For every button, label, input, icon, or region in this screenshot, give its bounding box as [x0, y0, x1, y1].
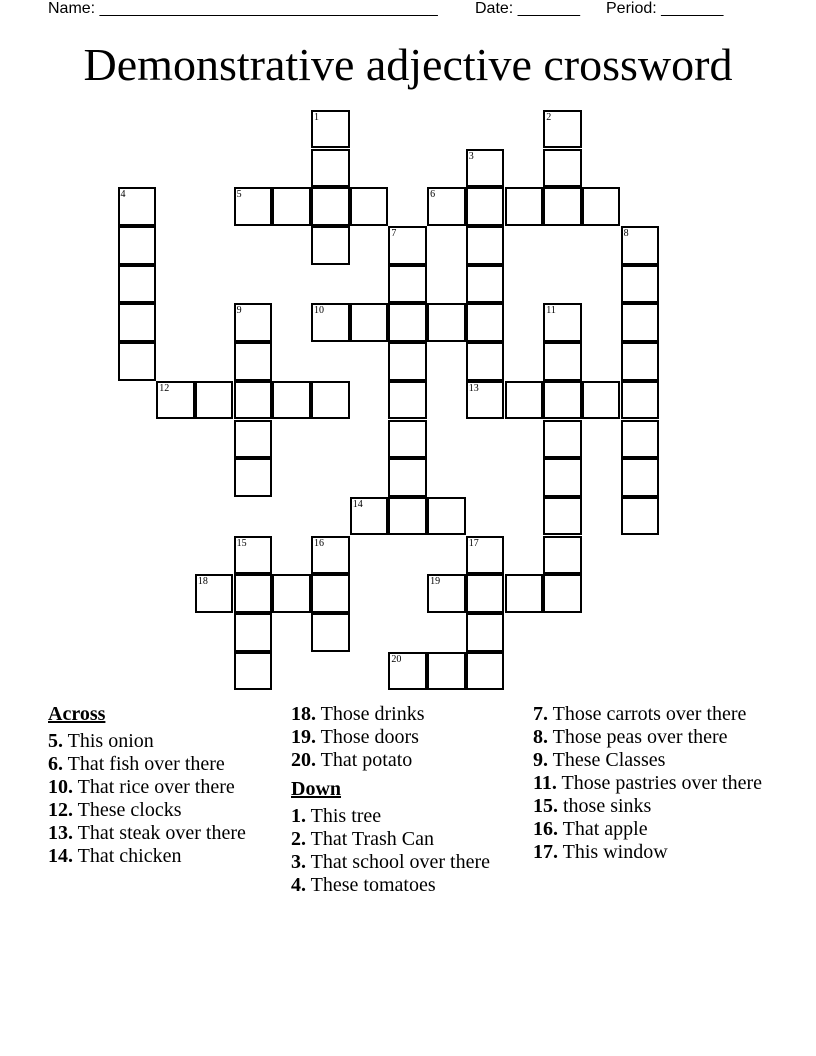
grid-cell[interactable] [118, 265, 157, 304]
grid-cell[interactable] [543, 149, 582, 188]
grid-cell[interactable] [543, 497, 582, 536]
grid-cell[interactable] [582, 187, 621, 226]
grid-cell[interactable] [466, 613, 505, 652]
grid-cell-2[interactable] [543, 110, 582, 149]
clue-item [533, 795, 763, 818]
grid-cell-12[interactable] [156, 381, 195, 420]
grid-cell[interactable] [621, 497, 660, 536]
grid-cell-1[interactable] [311, 110, 350, 149]
grid-cell-18[interactable] [195, 574, 234, 613]
grid-cell[interactable] [272, 574, 311, 613]
grid-cell[interactable] [234, 574, 273, 613]
grid-cell-5[interactable] [234, 187, 273, 226]
down-heading: Down [291, 778, 342, 800]
grid-cell[interactable] [543, 536, 582, 575]
across-clue-list-continued [291, 703, 521, 772]
clue-item [533, 703, 763, 726]
clue-text: those sinks [558, 795, 652, 817]
grid-cell[interactable] [272, 381, 311, 420]
grid-cell[interactable] [234, 458, 273, 497]
grid-cell[interactable] [388, 381, 427, 420]
clue-number-label: 12 [159, 382, 170, 394]
clue-item [291, 726, 521, 749]
grid-cell-14[interactable] [350, 497, 389, 536]
grid-cell[interactable] [234, 342, 273, 381]
clue-number: 13. [48, 822, 73, 844]
grid-cell[interactable] [466, 574, 505, 613]
clue-number: 10. [48, 776, 73, 798]
clue-number: 16. [533, 818, 558, 840]
clue-number: 14. [48, 845, 73, 867]
grid-cell[interactable] [505, 381, 544, 420]
clue-item [48, 730, 278, 753]
grid-cell-20[interactable] [388, 652, 427, 691]
clue-item [533, 818, 763, 841]
clue-number: 18. [291, 703, 316, 725]
clue-text: That potato [316, 749, 413, 771]
clue-number-label: 5 [236, 189, 242, 201]
grid-cell[interactable] [195, 381, 234, 420]
clue-item [291, 874, 521, 897]
clue-number: 3. [291, 851, 306, 873]
grid-cell[interactable] [388, 420, 427, 459]
grid-cell[interactable] [505, 574, 544, 613]
grid-cell[interactable] [388, 458, 427, 497]
clue-text: Those doors [316, 726, 419, 748]
clue-item [533, 726, 763, 749]
clue-text: This onion [63, 730, 154, 752]
grid-cell[interactable] [621, 420, 660, 459]
grid-cell[interactable] [543, 381, 582, 420]
across-heading: Across [48, 703, 106, 725]
clue-column-3 [533, 703, 763, 864]
clue-text: That steak over there [73, 822, 246, 844]
clue-number-label: 10 [314, 305, 324, 317]
clue-number: 6. [48, 753, 63, 775]
grid-cell[interactable] [543, 458, 582, 497]
period-field-label: Period: _______ [606, 0, 724, 17]
clue-number: 1. [291, 805, 306, 827]
grid-cell[interactable] [311, 381, 350, 420]
clue-text: These tomatoes [306, 874, 436, 896]
grid-cell[interactable] [311, 613, 350, 652]
down-clue-list-continued [533, 703, 763, 864]
clue-number-label: 7 [391, 228, 397, 239]
clue-text: This window [558, 841, 668, 863]
grid-cell[interactable] [118, 342, 157, 381]
name-field-label: Name: ______________________________________ [48, 0, 438, 17]
grid-cell-15[interactable] [234, 536, 273, 575]
clue-text: That chicken [73, 845, 182, 867]
clue-number-label: 17 [468, 537, 479, 549]
clue-item [48, 822, 278, 845]
clue-text: That Trash Can [306, 828, 434, 850]
clue-number: 4. [291, 874, 306, 896]
grid-cell-19[interactable] [427, 574, 466, 613]
grid-cell[interactable] [350, 303, 389, 342]
clue-number-label: 14 [352, 498, 363, 510]
clue-number-label: 3 [468, 150, 474, 162]
grid-cell-10[interactable] [311, 303, 350, 342]
grid-cell[interactable] [466, 265, 505, 304]
grid-cell-8[interactable] [621, 226, 660, 265]
clue-number: 7. [533, 703, 548, 725]
clue-column-2 [291, 703, 521, 897]
grid-cell[interactable] [466, 226, 505, 265]
clue-number-label: 18 [197, 576, 208, 588]
clue-number-label: 15 [236, 537, 247, 549]
clue-number-label: 1 [314, 111, 319, 123]
clue-number: 11. [533, 772, 557, 794]
clue-item [533, 772, 763, 795]
clue-number-label: 16 [314, 537, 324, 549]
grid-cell-4[interactable] [118, 187, 157, 226]
clue-text: These clocks [73, 799, 182, 821]
grid-cell[interactable] [118, 226, 157, 265]
clue-number: 12. [48, 799, 73, 821]
grid-cell[interactable] [543, 574, 582, 613]
clue-text: Those carrots over there [548, 703, 747, 725]
grid-cell-11[interactable] [543, 303, 582, 342]
grid-cell[interactable] [311, 574, 350, 613]
grid-cell[interactable] [311, 149, 350, 188]
grid-cell[interactable] [621, 303, 660, 342]
down-clue-list [291, 805, 521, 897]
grid-cell[interactable] [621, 342, 660, 381]
grid-cell-7[interactable] [388, 226, 427, 265]
clue-text: These Classes [548, 749, 666, 771]
clue-item [48, 845, 278, 868]
clue-item [291, 805, 521, 828]
grid-cell-6[interactable] [427, 187, 466, 226]
clue-item [533, 841, 763, 864]
grid-cell[interactable] [234, 420, 273, 459]
grid-cell[interactable] [272, 187, 311, 226]
clue-item [533, 749, 763, 772]
clue-item [291, 749, 521, 772]
grid-cell-9[interactable] [234, 303, 273, 342]
clue-text: Those peas over there [548, 726, 728, 748]
clue-number-label: 2 [546, 111, 552, 123]
clue-number: 17. [533, 841, 558, 863]
grid-cell[interactable] [466, 652, 505, 691]
grid-cell[interactable] [427, 497, 466, 536]
clue-text: That school over there [306, 851, 491, 873]
grid-cell-3[interactable] [466, 149, 505, 188]
grid-cell-13[interactable] [466, 381, 505, 420]
clue-number: 2. [291, 828, 306, 850]
clue-number: 15. [533, 795, 558, 817]
page-title: Demonstrative adjective crossword [83, 39, 733, 90]
clue-number-label: 20 [391, 653, 402, 665]
clue-number-label: 8 [623, 228, 629, 239]
clue-number: 19. [291, 726, 316, 748]
date-field-label: Date: _______ [475, 0, 580, 17]
grid-cell[interactable] [621, 458, 660, 497]
clue-number-label: 11 [546, 305, 556, 317]
clue-number-label: 6 [430, 189, 436, 201]
grid-cell[interactable] [388, 303, 427, 342]
clue-number-label: 9 [236, 305, 242, 317]
grid-cell[interactable] [234, 613, 273, 652]
grid-cell[interactable] [388, 497, 427, 536]
grid-cell[interactable] [621, 381, 660, 420]
clue-item [48, 776, 278, 799]
grid-cell[interactable] [427, 303, 466, 342]
grid-cell-16[interactable] [311, 536, 350, 575]
grid-cell[interactable] [621, 265, 660, 304]
clue-number-label: 19 [430, 576, 441, 588]
clue-text: Those pastries over there [556, 772, 763, 794]
across-clue-list [48, 730, 278, 868]
grid-cell[interactable] [543, 187, 582, 226]
grid-cell[interactable] [582, 381, 621, 420]
clue-number: 8. [533, 726, 548, 748]
grid-cell[interactable] [466, 187, 505, 226]
clue-text: That rice over there [73, 776, 235, 798]
grid-cell[interactable] [234, 381, 273, 420]
grid-cell[interactable] [118, 303, 157, 342]
grid-cell[interactable] [234, 652, 273, 691]
grid-cell[interactable] [543, 342, 582, 381]
grid-cell[interactable] [505, 187, 544, 226]
clue-number: 9. [533, 749, 548, 771]
grid-cell[interactable] [466, 342, 505, 381]
clue-text: This tree [306, 805, 382, 827]
clue-column-1 [48, 703, 278, 868]
clue-item [291, 828, 521, 851]
clue-number: 5. [48, 730, 63, 752]
clue-item [48, 799, 278, 822]
grid-cell[interactable] [350, 187, 389, 226]
clue-number-label: 13 [468, 382, 479, 394]
grid-cell[interactable] [311, 187, 350, 226]
grid-cell[interactable] [543, 420, 582, 459]
grid-cell[interactable] [388, 342, 427, 381]
clue-number-label: 4 [120, 189, 126, 201]
clue-item [291, 851, 521, 874]
clue-number: 20. [291, 749, 316, 771]
grid-cell[interactable] [427, 652, 466, 691]
clue-item [291, 703, 521, 726]
grid-cell[interactable] [311, 226, 350, 265]
clue-text: That apple [558, 818, 648, 840]
grid-cell[interactable] [466, 303, 505, 342]
clue-item [48, 753, 278, 776]
grid-cell-17[interactable] [466, 536, 505, 575]
clue-text: Those drinks [316, 703, 425, 725]
grid-cell[interactable] [388, 265, 427, 304]
clue-text: That fish over there [63, 753, 225, 775]
